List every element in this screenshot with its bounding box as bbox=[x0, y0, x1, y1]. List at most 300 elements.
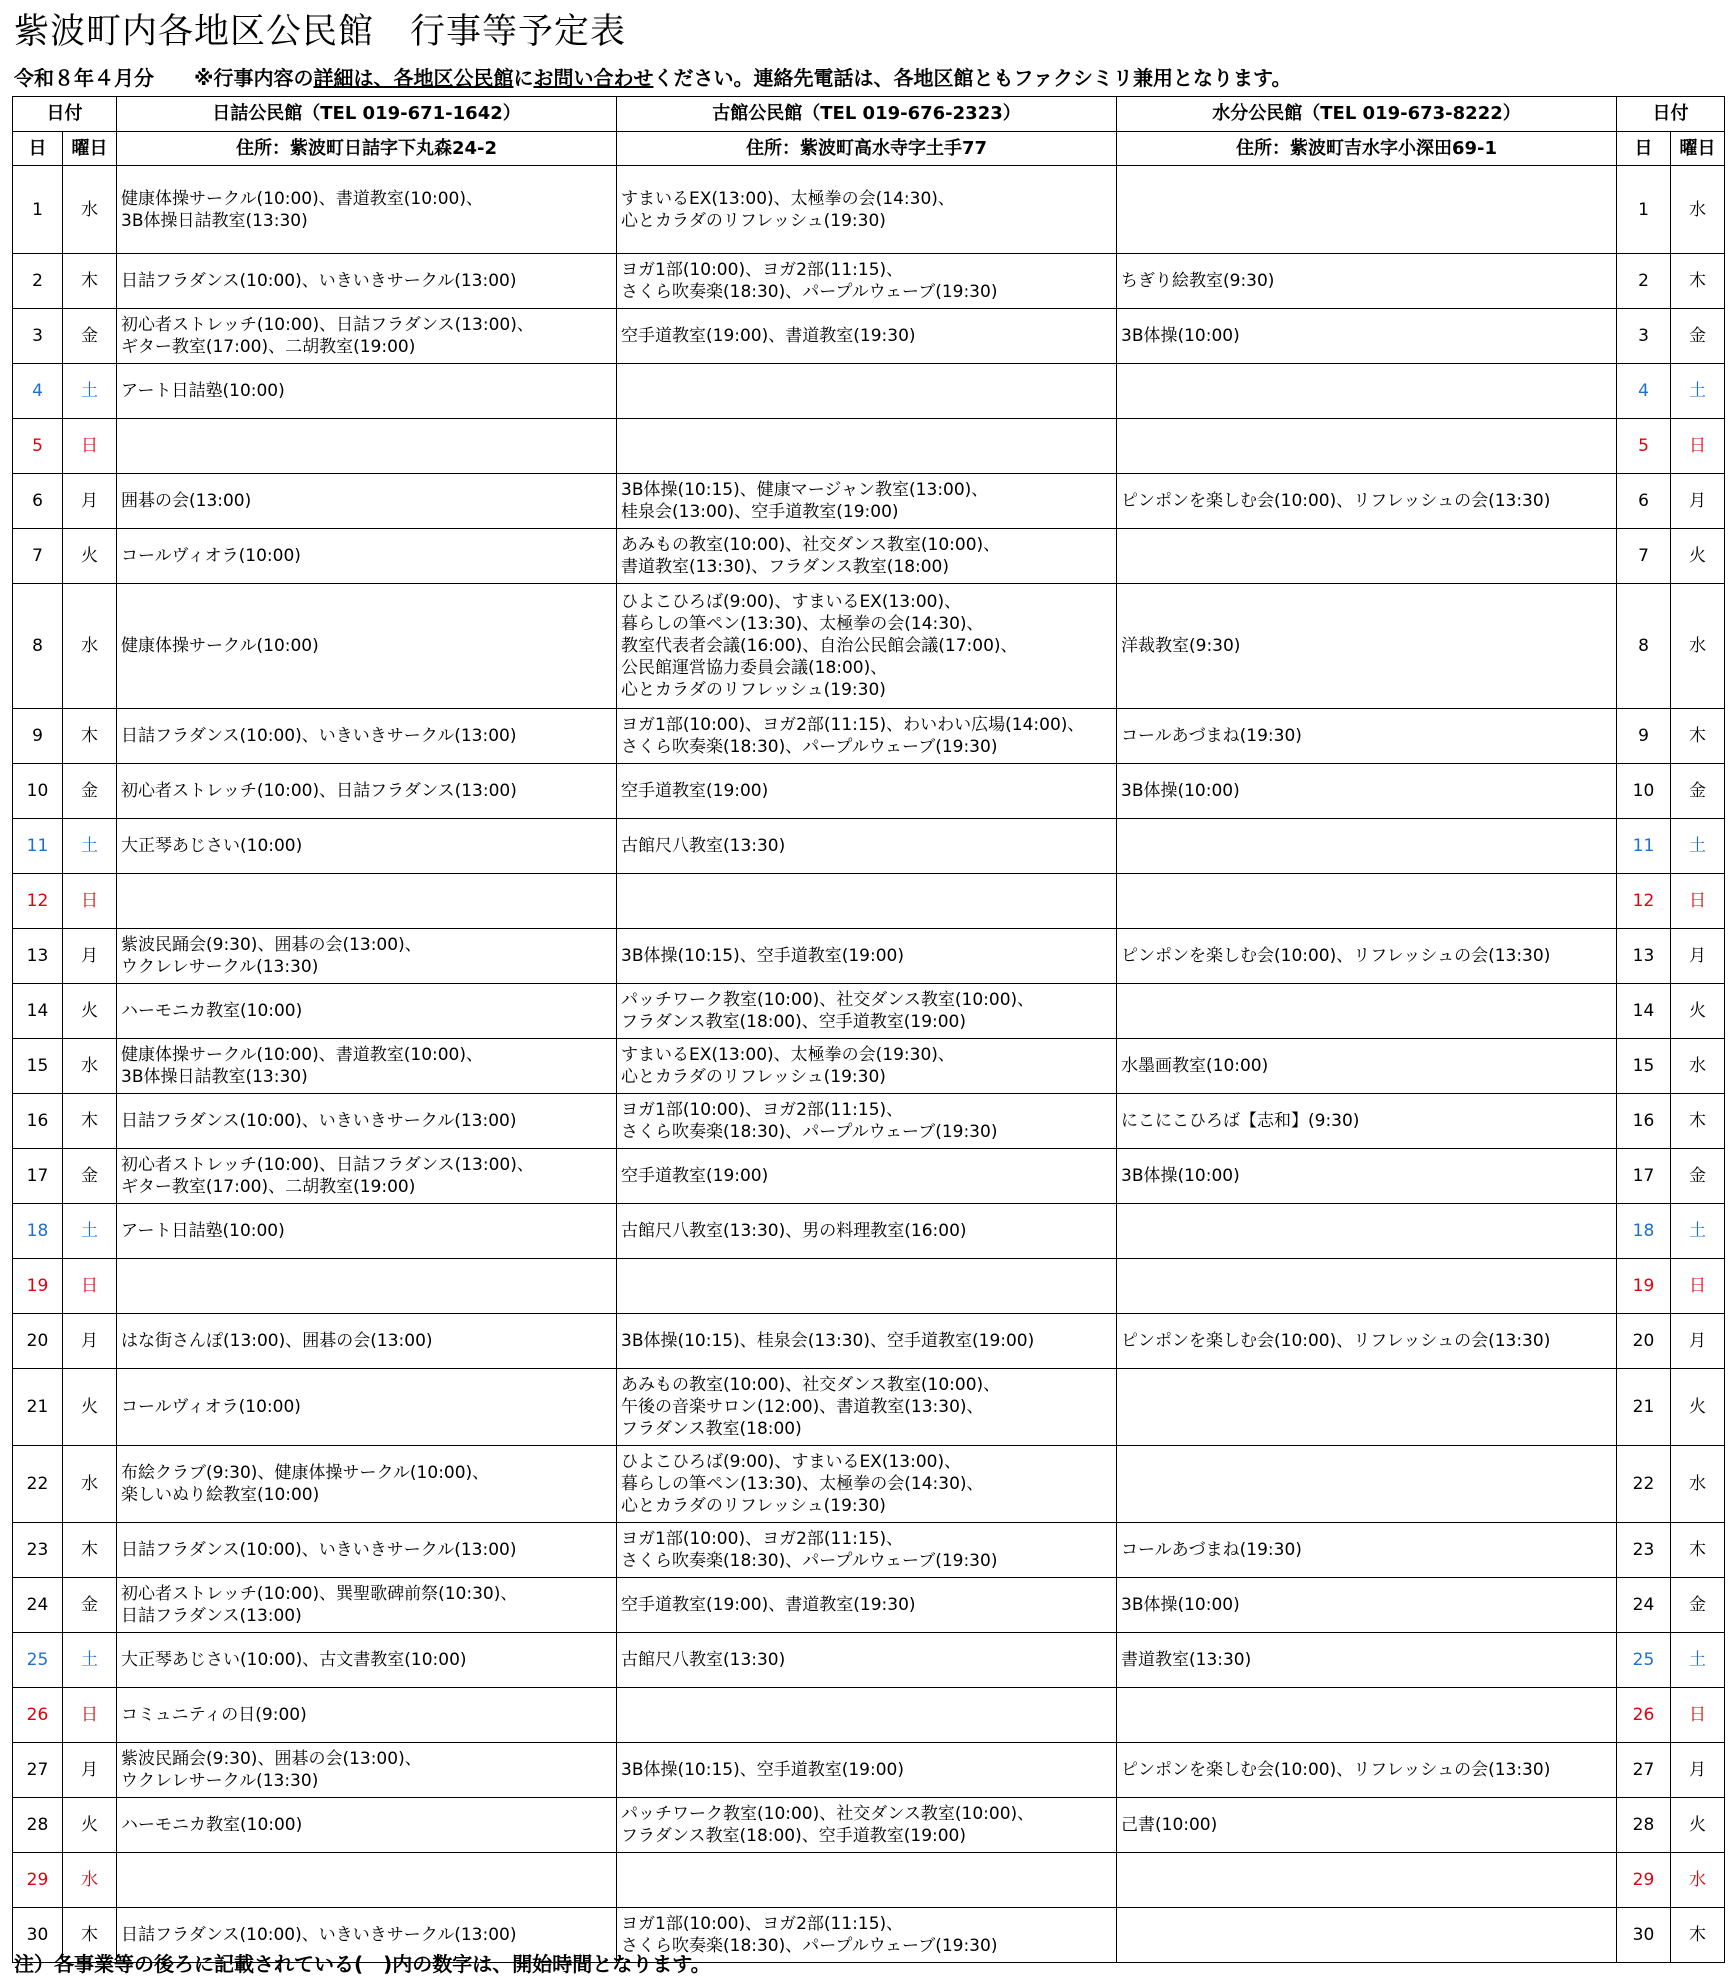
day-number-left: 29 bbox=[13, 1853, 63, 1908]
events-furudate bbox=[617, 1853, 1117, 1908]
events-mizuwake bbox=[1117, 1633, 1617, 1688]
events-hizume bbox=[117, 364, 617, 419]
events-hizume bbox=[117, 1314, 617, 1369]
events-hizume bbox=[117, 166, 617, 254]
event-line: ギター教室(17:00)、二胡教室(19:00) bbox=[121, 337, 416, 357]
day-number-right: 28 bbox=[1617, 1798, 1671, 1853]
events-mizuwake bbox=[1117, 1908, 1617, 1963]
event-line: ピンポンを楽しむ会(10:00)、リフレッシュの会(13:30) bbox=[1121, 1331, 1551, 1351]
day-number-left: 9 bbox=[13, 709, 63, 764]
events-furudate bbox=[617, 1446, 1117, 1523]
weekday-header-left: 曜日 bbox=[63, 132, 117, 166]
day-number-right: 21 bbox=[1617, 1369, 1671, 1446]
table-row bbox=[13, 1578, 1725, 1633]
table-row bbox=[13, 1149, 1725, 1204]
events-furudate bbox=[617, 1039, 1117, 1094]
events-hizume bbox=[117, 309, 617, 364]
table-row bbox=[13, 984, 1725, 1039]
events-furudate bbox=[617, 1314, 1117, 1369]
day-number-left: 17 bbox=[13, 1149, 63, 1204]
events-mizuwake bbox=[1117, 1523, 1617, 1578]
weekday-right: 火 bbox=[1671, 984, 1725, 1039]
table-row bbox=[13, 1633, 1725, 1688]
event-line: ハーモニカ教室(10:00) bbox=[121, 1815, 303, 1835]
hall-header-hizume: 日詰公民館（TEL 019-671-1642） bbox=[117, 97, 617, 132]
table-row bbox=[13, 1743, 1725, 1798]
event-line: 初心者ストレッチ(10:00)、巽聖歌碑前祭(10:30)、 bbox=[121, 1584, 518, 1604]
weekday-left: 木 bbox=[63, 1094, 117, 1149]
event-line: ひよこひろば(9:00)、すまいるEX(13:00)、 bbox=[621, 592, 962, 612]
weekday-left: 日 bbox=[63, 1688, 117, 1743]
table-row bbox=[13, 764, 1725, 819]
subtitle-post: ください。連絡先電話は、各地区館ともファクシミリ兼用となります。 bbox=[653, 66, 1292, 90]
weekday-right: 月 bbox=[1671, 929, 1725, 984]
events-furudate bbox=[617, 1149, 1117, 1204]
day-number-left: 13 bbox=[13, 929, 63, 984]
events-furudate bbox=[617, 874, 1117, 929]
day-number-right: 15 bbox=[1617, 1039, 1671, 1094]
event-line: 古館尺八教室(13:30) bbox=[621, 836, 786, 856]
day-number-left: 8 bbox=[13, 584, 63, 709]
day-number-left: 25 bbox=[13, 1633, 63, 1688]
table-row bbox=[13, 1369, 1725, 1446]
event-line: コールあづまね(19:30) bbox=[1121, 1540, 1302, 1560]
event-line: 3B体操(10:00) bbox=[1121, 1166, 1240, 1186]
day-number-right: 26 bbox=[1617, 1688, 1671, 1743]
footnote: 注）各事業等の後ろに記載されている( )内の数字は、開始時間となります。 bbox=[14, 1952, 711, 1976]
events-mizuwake bbox=[1117, 1446, 1617, 1523]
event-line: 3B体操日詰教室(13:30) bbox=[121, 1067, 308, 1087]
events-furudate bbox=[617, 1204, 1117, 1259]
day-number-right: 22 bbox=[1617, 1446, 1671, 1523]
event-line: アート日詰塾(10:00) bbox=[121, 1221, 285, 1241]
events-mizuwake bbox=[1117, 364, 1617, 419]
event-line: 教室代表者会議(16:00)、自治公民館会議(17:00)、 bbox=[621, 636, 1018, 656]
day-number-right: 4 bbox=[1617, 364, 1671, 419]
event-line: さくら吹奏楽(18:30)、パープルウェーブ(19:30) bbox=[621, 1936, 998, 1956]
day-number-right: 14 bbox=[1617, 984, 1671, 1039]
event-line: さくら吹奏楽(18:30)、パープルウェーブ(19:30) bbox=[621, 737, 998, 757]
weekday-right: 日 bbox=[1671, 1259, 1725, 1314]
event-line: アート日詰塾(10:00) bbox=[121, 381, 285, 401]
day-number-left: 16 bbox=[13, 1094, 63, 1149]
day-number-right: 5 bbox=[1617, 419, 1671, 474]
events-mizuwake bbox=[1117, 1204, 1617, 1259]
events-mizuwake bbox=[1117, 874, 1617, 929]
event-line: あみもの教室(10:00)、社交ダンス教室(10:00)、 bbox=[621, 535, 1001, 555]
day-number-left: 15 bbox=[13, 1039, 63, 1094]
events-hizume bbox=[117, 474, 617, 529]
events-furudate bbox=[617, 254, 1117, 309]
event-line: 空手道教室(19:00) bbox=[621, 1166, 769, 1186]
address-hizume: 住所：紫波町日詰字下丸森24-2 bbox=[117, 132, 617, 166]
event-line: フラダンス教室(18:00)、空手道教室(19:00) bbox=[621, 1012, 967, 1032]
day-number-left: 11 bbox=[13, 819, 63, 874]
event-line: ヨガ1部(10:00)、ヨガ2部(11:15)、 bbox=[621, 260, 904, 280]
weekday-right: 金 bbox=[1671, 764, 1725, 819]
events-mizuwake bbox=[1117, 1578, 1617, 1633]
events-mizuwake bbox=[1117, 1688, 1617, 1743]
event-line: ピンポンを楽しむ会(10:00)、リフレッシュの会(13:30) bbox=[1121, 491, 1551, 511]
day-number-left: 26 bbox=[13, 1688, 63, 1743]
events-furudate bbox=[617, 764, 1117, 819]
header-row-address bbox=[13, 132, 1725, 166]
weekday-left: 木 bbox=[63, 709, 117, 764]
event-line: 3B体操(10:15)、空手道教室(19:00) bbox=[621, 1760, 904, 1780]
subtitle-pre: 令和８年４月分 ※行事内容の bbox=[14, 66, 314, 90]
weekday-left: 土 bbox=[63, 1204, 117, 1259]
event-line: 紫波民踊会(9:30)、囲碁の会(13:00)、 bbox=[121, 1749, 422, 1769]
weekday-left: 月 bbox=[63, 1314, 117, 1369]
events-mizuwake bbox=[1117, 474, 1617, 529]
event-line: 健康体操サークル(10:00)、書道教室(10:00)、 bbox=[121, 188, 484, 209]
event-line: 桂泉会(13:00)、空手道教室(19:00) bbox=[621, 502, 899, 522]
event-line: 3B体操(10:00) bbox=[1121, 1595, 1240, 1615]
weekday-left: 月 bbox=[63, 1743, 117, 1798]
day-number-left: 18 bbox=[13, 1204, 63, 1259]
weekday-right: 木 bbox=[1671, 709, 1725, 764]
table-row bbox=[13, 309, 1725, 364]
day-number-right: 13 bbox=[1617, 929, 1671, 984]
event-line: 午後の音楽サロン(12:00)、書道教室(13:30)、 bbox=[621, 1397, 984, 1417]
table-row bbox=[13, 1259, 1725, 1314]
day-number-left: 6 bbox=[13, 474, 63, 529]
table-row bbox=[13, 584, 1725, 709]
weekday-right: 土 bbox=[1671, 364, 1725, 419]
weekday-left: 火 bbox=[63, 984, 117, 1039]
events-furudate bbox=[617, 819, 1117, 874]
event-line: 己書(10:00) bbox=[1121, 1815, 1218, 1835]
events-mizuwake bbox=[1117, 984, 1617, 1039]
event-line: 日詰フラダンス(13:00) bbox=[121, 1606, 302, 1626]
events-mizuwake bbox=[1117, 1314, 1617, 1369]
day-number-right: 29 bbox=[1617, 1853, 1671, 1908]
event-line: 日詰フラダンス(10:00)、いきいきサークル(13:00) bbox=[121, 726, 517, 746]
event-line: すまいるEX(13:00)、太極拳の会(14:30)、 bbox=[621, 188, 955, 209]
event-line: フラダンス教室(18:00) bbox=[621, 1419, 802, 1439]
table-row bbox=[13, 166, 1725, 254]
events-hizume bbox=[117, 1688, 617, 1743]
weekday-left: 土 bbox=[63, 364, 117, 419]
events-mizuwake bbox=[1117, 1743, 1617, 1798]
event-line: ちぎり絵教室(9:30) bbox=[1121, 271, 1275, 291]
event-line: コールヴィオラ(10:00) bbox=[121, 1397, 301, 1417]
weekday-left: 火 bbox=[63, 1798, 117, 1853]
subtitle bbox=[14, 62, 1291, 91]
weekday-right: 木 bbox=[1671, 1523, 1725, 1578]
day-number-right: 2 bbox=[1617, 254, 1671, 309]
event-line: ひよこひろば(9:00)、すまいるEX(13:00)、 bbox=[621, 1452, 962, 1472]
weekday-left: 金 bbox=[63, 1149, 117, 1204]
events-hizume bbox=[117, 419, 617, 474]
event-line: 心とカラダのリフレッシュ(19:30) bbox=[621, 1496, 886, 1516]
day-number-right: 1 bbox=[1617, 166, 1671, 254]
events-mizuwake bbox=[1117, 709, 1617, 764]
weekday-left: 日 bbox=[63, 1259, 117, 1314]
events-furudate bbox=[617, 1259, 1117, 1314]
date-header-left: 日付 bbox=[13, 97, 117, 132]
day-number-right: 6 bbox=[1617, 474, 1671, 529]
table-row bbox=[13, 254, 1725, 309]
weekday-right: 土 bbox=[1671, 1204, 1725, 1259]
weekday-right: 木 bbox=[1671, 1908, 1725, 1963]
events-mizuwake bbox=[1117, 529, 1617, 584]
event-line: ハーモニカ教室(10:00) bbox=[121, 1001, 303, 1021]
weekday-right: 日 bbox=[1671, 874, 1725, 929]
event-line: 3B体操(10:15)、空手道教室(19:00) bbox=[621, 946, 904, 966]
weekday-right: 木 bbox=[1671, 1094, 1725, 1149]
day-number-right: 30 bbox=[1617, 1908, 1671, 1963]
day-number-right: 25 bbox=[1617, 1633, 1671, 1688]
events-mizuwake bbox=[1117, 1094, 1617, 1149]
weekday-left: 木 bbox=[63, 1523, 117, 1578]
day-number-left: 1 bbox=[13, 166, 63, 254]
events-furudate bbox=[617, 709, 1117, 764]
events-furudate bbox=[617, 1094, 1117, 1149]
events-furudate bbox=[617, 984, 1117, 1039]
events-hizume bbox=[117, 584, 617, 709]
weekday-left: 水 bbox=[63, 166, 117, 254]
event-line: 3B体操(10:00) bbox=[1121, 781, 1240, 801]
weekday-header-right: 曜日 bbox=[1671, 132, 1725, 166]
event-line: コールあづまね(19:30) bbox=[1121, 726, 1302, 746]
weekday-right: 月 bbox=[1671, 474, 1725, 529]
weekday-left: 月 bbox=[63, 474, 117, 529]
day-number-right: 9 bbox=[1617, 709, 1671, 764]
event-line: はな街さんぽ(13:00)、囲碁の会(13:00) bbox=[121, 1331, 433, 1351]
event-line: 暮らしの筆ペン(13:30)、太極拳の会(14:30)、 bbox=[621, 614, 984, 634]
day-number-left: 14 bbox=[13, 984, 63, 1039]
address-furudate: 住所：紫波町高水寺字土手77 bbox=[617, 132, 1117, 166]
event-line: 公民館運営協力委員会議(18:00)、 bbox=[621, 658, 888, 678]
event-line: 心とカラダのリフレッシュ(19:30) bbox=[621, 1067, 886, 1087]
weekday-left: 水 bbox=[63, 1853, 117, 1908]
event-line: さくら吹奏楽(18:30)、パープルウェーブ(19:30) bbox=[621, 282, 998, 302]
event-line: 初心者ストレッチ(10:00)、日詰フラダンス(13:00) bbox=[121, 781, 517, 801]
weekday-right: 水 bbox=[1671, 1039, 1725, 1094]
event-line: 日詰フラダンス(10:00)、いきいきサークル(13:00) bbox=[121, 1540, 517, 1560]
weekday-right: 金 bbox=[1671, 309, 1725, 364]
events-furudate bbox=[617, 364, 1117, 419]
event-line: ウクレレサークル(13:30) bbox=[121, 957, 319, 977]
event-line: フラダンス教室(18:00)、空手道教室(19:00) bbox=[621, 1826, 967, 1846]
table-row bbox=[13, 1094, 1725, 1149]
events-hizume bbox=[117, 1149, 617, 1204]
day-number-left: 28 bbox=[13, 1798, 63, 1853]
events-furudate bbox=[617, 1523, 1117, 1578]
event-line: ヨガ1部(10:00)、ヨガ2部(11:15)、わいわい広場(14:00)、 bbox=[621, 715, 1085, 735]
event-line: 書道教室(13:30)、フラダンス教室(18:00) bbox=[621, 557, 950, 577]
event-line: パッチワーク教室(10:00)、社交ダンス教室(10:00)、 bbox=[621, 990, 1035, 1010]
events-hizume bbox=[117, 1446, 617, 1523]
weekday-right: 日 bbox=[1671, 1688, 1725, 1743]
day-number-left: 4 bbox=[13, 364, 63, 419]
events-furudate bbox=[617, 529, 1117, 584]
event-line: ウクレレサークル(13:30) bbox=[121, 1771, 319, 1791]
event-line: ピンポンを楽しむ会(10:00)、リフレッシュの会(13:30) bbox=[1121, 1760, 1551, 1780]
event-line: 3B体操(10:15)、桂泉会(13:30)、空手道教室(19:00) bbox=[621, 1331, 1035, 1351]
weekday-right: 月 bbox=[1671, 1743, 1725, 1798]
events-hizume bbox=[117, 254, 617, 309]
events-furudate bbox=[617, 166, 1117, 254]
weekday-right: 土 bbox=[1671, 819, 1725, 874]
weekday-left: 日 bbox=[63, 874, 117, 929]
events-furudate bbox=[617, 1578, 1117, 1633]
events-mizuwake bbox=[1117, 1853, 1617, 1908]
event-line: すまいるEX(13:00)、太極拳の会(19:30)、 bbox=[621, 1045, 955, 1065]
event-line: 古館尺八教室(13:30) bbox=[621, 1650, 786, 1670]
event-line: 空手道教室(19:00)、書道教室(19:30) bbox=[621, 326, 916, 346]
weekday-left: 木 bbox=[63, 254, 117, 309]
day-number-left: 2 bbox=[13, 254, 63, 309]
table-row bbox=[13, 874, 1725, 929]
events-mizuwake bbox=[1117, 819, 1617, 874]
weekday-left: 日 bbox=[63, 419, 117, 474]
event-line: 大正琴あじさい(10:00) bbox=[121, 836, 303, 856]
table-row bbox=[13, 709, 1725, 764]
events-mizuwake bbox=[1117, 1369, 1617, 1446]
event-line: 心とカラダのリフレッシュ(19:30) bbox=[621, 210, 886, 231]
events-mizuwake bbox=[1117, 419, 1617, 474]
event-line: 水墨画教室(10:00) bbox=[1121, 1056, 1269, 1076]
weekday-left: 火 bbox=[63, 529, 117, 584]
events-furudate bbox=[617, 1743, 1117, 1798]
event-line: ギター教室(17:00)、二胡教室(19:00) bbox=[121, 1177, 416, 1197]
day-number-right: 16 bbox=[1617, 1094, 1671, 1149]
events-furudate bbox=[617, 1633, 1117, 1688]
weekday-right: 月 bbox=[1671, 1314, 1725, 1369]
day-number-left: 27 bbox=[13, 1743, 63, 1798]
hall-header-mizuwake: 水分公民館（TEL 019-673-8222） bbox=[1117, 97, 1617, 132]
events-mizuwake bbox=[1117, 584, 1617, 709]
table-row bbox=[13, 1523, 1725, 1578]
day-number-left: 30 bbox=[13, 1908, 63, 1963]
events-hizume bbox=[117, 1369, 617, 1446]
event-line: さくら吹奏楽(18:30)、パープルウェーブ(19:30) bbox=[621, 1551, 998, 1571]
event-line: 日詰フラダンス(10:00)、いきいきサークル(13:00) bbox=[121, 1111, 517, 1131]
events-hizume bbox=[117, 1259, 617, 1314]
day-number-right: 17 bbox=[1617, 1149, 1671, 1204]
weekday-left: 金 bbox=[63, 764, 117, 819]
day-number-right: 7 bbox=[1617, 529, 1671, 584]
day-number-left: 10 bbox=[13, 764, 63, 819]
events-furudate bbox=[617, 1798, 1117, 1853]
event-line: ヨガ1部(10:00)、ヨガ2部(11:15)、 bbox=[621, 1100, 904, 1120]
event-line: 空手道教室(19:00) bbox=[621, 781, 769, 801]
event-line: 書道教室(13:30) bbox=[1121, 1650, 1252, 1670]
event-line: 大正琴あじさい(10:00)、古文書教室(10:00) bbox=[121, 1650, 467, 1670]
event-line: あみもの教室(10:00)、社交ダンス教室(10:00)、 bbox=[621, 1375, 1001, 1395]
event-line: 3B体操(10:15)、健康マージャン教室(13:00)、 bbox=[621, 480, 989, 500]
events-furudate bbox=[617, 309, 1117, 364]
event-line: ヨガ1部(10:00)、ヨガ2部(11:15)、 bbox=[621, 1529, 904, 1549]
event-line: 古館尺八教室(13:30)、男の料理教室(16:00) bbox=[621, 1221, 967, 1241]
events-mizuwake bbox=[1117, 764, 1617, 819]
day-number-right: 19 bbox=[1617, 1259, 1671, 1314]
subtitle-mid: に bbox=[513, 66, 534, 90]
event-line: さくら吹奏楽(18:30)、パープルウェーブ(19:30) bbox=[621, 1122, 998, 1142]
event-line: コールヴィオラ(10:00) bbox=[121, 546, 301, 566]
weekday-left: 木 bbox=[63, 1908, 117, 1963]
event-line: 囲碁の会(13:00) bbox=[121, 491, 252, 511]
weekday-left: 水 bbox=[63, 1039, 117, 1094]
day-number-right: 27 bbox=[1617, 1743, 1671, 1798]
event-line: 紫波民踊会(9:30)、囲碁の会(13:00)、 bbox=[121, 935, 422, 955]
events-furudate bbox=[617, 1688, 1117, 1743]
weekday-right: 金 bbox=[1671, 1578, 1725, 1633]
day-number-left: 12 bbox=[13, 874, 63, 929]
schedule-table bbox=[12, 96, 1725, 1963]
day-number-left: 22 bbox=[13, 1446, 63, 1523]
schedule-body bbox=[13, 166, 1725, 1963]
day-number-right: 23 bbox=[1617, 1523, 1671, 1578]
day-number-right: 3 bbox=[1617, 309, 1671, 364]
day-header-left: 日 bbox=[13, 132, 63, 166]
event-line: 日詰フラダンス(10:00)、いきいきサークル(13:00) bbox=[121, 1925, 517, 1945]
subtitle-underlined-2: お問い合わせ bbox=[533, 66, 654, 90]
event-line: 空手道教室(19:00)、書道教室(19:30) bbox=[621, 1595, 916, 1615]
day-number-right: 24 bbox=[1617, 1578, 1671, 1633]
events-hizume bbox=[117, 1578, 617, 1633]
weekday-right: 水 bbox=[1671, 584, 1725, 709]
weekday-right: 木 bbox=[1671, 254, 1725, 309]
events-mizuwake bbox=[1117, 1039, 1617, 1094]
events-hizume bbox=[117, 1633, 617, 1688]
day-number-right: 12 bbox=[1617, 874, 1671, 929]
day-number-left: 23 bbox=[13, 1523, 63, 1578]
table-row bbox=[13, 1688, 1725, 1743]
event-line: 心とカラダのリフレッシュ(19:30) bbox=[621, 680, 886, 700]
weekday-left: 金 bbox=[63, 309, 117, 364]
day-number-right: 11 bbox=[1617, 819, 1671, 874]
events-hizume bbox=[117, 1743, 617, 1798]
weekday-left: 土 bbox=[63, 819, 117, 874]
day-number-right: 20 bbox=[1617, 1314, 1671, 1369]
table-row bbox=[13, 929, 1725, 984]
events-hizume bbox=[117, 1204, 617, 1259]
events-hizume bbox=[117, 1523, 617, 1578]
weekday-right: 火 bbox=[1671, 529, 1725, 584]
header-row-halls bbox=[13, 97, 1725, 132]
table-row bbox=[13, 364, 1725, 419]
event-line: 布絵クラブ(9:30)、健康体操サークル(10:00)、 bbox=[121, 1463, 490, 1483]
weekday-right: 火 bbox=[1671, 1798, 1725, 1853]
events-hizume bbox=[117, 984, 617, 1039]
weekday-left: 土 bbox=[63, 1633, 117, 1688]
weekday-right: 土 bbox=[1671, 1633, 1725, 1688]
event-line: コミュニティの日(9:00) bbox=[121, 1705, 307, 1725]
events-hizume bbox=[117, 1039, 617, 1094]
day-number-left: 19 bbox=[13, 1259, 63, 1314]
day-number-left: 20 bbox=[13, 1314, 63, 1369]
event-line: 3B体操(10:00) bbox=[1121, 326, 1240, 346]
weekday-right: 水 bbox=[1671, 166, 1725, 254]
events-mizuwake bbox=[1117, 254, 1617, 309]
events-mizuwake bbox=[1117, 1259, 1617, 1314]
day-number-left: 3 bbox=[13, 309, 63, 364]
table-row bbox=[13, 529, 1725, 584]
day-number-right: 8 bbox=[1617, 584, 1671, 709]
events-hizume bbox=[117, 709, 617, 764]
subtitle-underlined-1: 詳細は、各地区公民館 bbox=[313, 66, 514, 90]
event-line: 日詰フラダンス(10:00)、いきいきサークル(13:00) bbox=[121, 271, 517, 291]
events-hizume bbox=[117, 764, 617, 819]
event-line: 暮らしの筆ペン(13:30)、太極拳の会(14:30)、 bbox=[621, 1474, 984, 1494]
events-furudate bbox=[617, 584, 1117, 709]
weekday-left: 水 bbox=[63, 1446, 117, 1523]
events-hizume bbox=[117, 529, 617, 584]
table-row bbox=[13, 819, 1725, 874]
